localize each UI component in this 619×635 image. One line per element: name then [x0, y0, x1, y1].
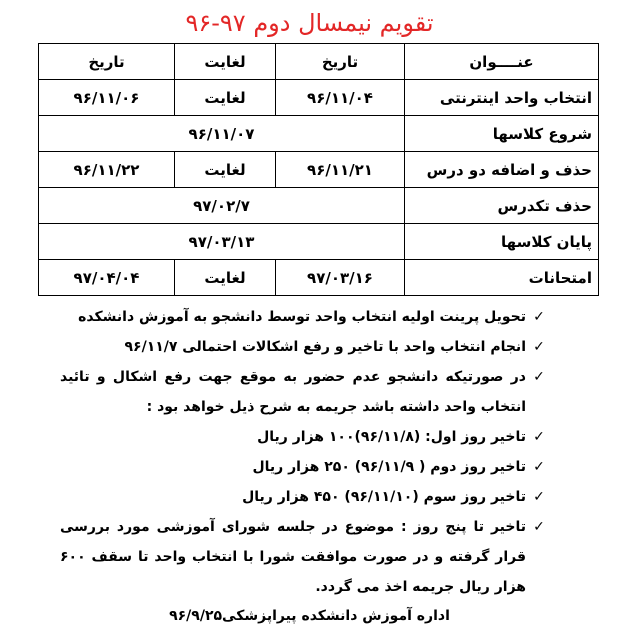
note-text: تاخیر روز دوم ( ۹۶/۱۱/۹) ۲۵۰ هزار ریال: [252, 459, 526, 475]
list-item: [60, 452, 548, 482]
calendar-table: [38, 43, 599, 296]
row-date-single: ۹۷/۰۳/۱۳: [39, 224, 405, 260]
header-deadline: لغایت: [175, 44, 276, 80]
row-date-start: ۹۶/۱۱/۲۱: [276, 152, 405, 188]
check-icon: ✓: [533, 429, 545, 445]
header-title: عنــــوان: [405, 44, 599, 80]
list-item: [60, 422, 548, 452]
table-row: [39, 152, 599, 188]
note-text: تاخیر روز سوم (۹۶/۱۱/۱۰) ۴۵۰ هزار ریال: [242, 489, 526, 505]
row-date-end: ۹۷/۰۴/۰۴: [39, 260, 175, 296]
check-icon: ✓: [533, 459, 545, 475]
row-deadline: لغایت: [175, 80, 276, 116]
table-row: [39, 188, 599, 224]
list-item: [60, 302, 548, 332]
list-item: [60, 512, 548, 602]
list-item: [60, 362, 548, 422]
row-title: شروع کلاسها: [405, 116, 599, 152]
row-date-start: ۹۷/۰۳/۱۶: [276, 260, 405, 296]
notes-list: [60, 302, 548, 602]
row-title: حذف و اضافه دو درس: [405, 152, 599, 188]
check-icon: ✓: [533, 369, 545, 385]
row-title: امتحانات: [405, 260, 599, 296]
table-row: [39, 80, 599, 116]
footer-signature: اداره آموزش دانشکده پیراپزشکی۹۶/۹/۲۵: [169, 608, 450, 624]
table-row: [39, 260, 599, 296]
list-item: [60, 332, 548, 362]
table-row: [39, 116, 599, 152]
row-title: حذف تکدرس: [405, 188, 599, 224]
row-title: انتخاب واحد اینترنتی: [405, 80, 599, 116]
header-date-end: تاریخ: [39, 44, 175, 80]
row-date-end: ۹۶/۱۱/۰۶: [39, 80, 175, 116]
note-text: انجام انتخاب واحد با تاخیر و رفع اشکالات احتمالی ۹۶/۱۱/۷: [124, 339, 526, 355]
row-deadline: لغایت: [175, 152, 276, 188]
table-row: [39, 224, 599, 260]
check-icon: ✓: [533, 309, 545, 325]
list-item: [60, 482, 548, 512]
page-title: تقویم نیمسال دوم ۹۷-۹۶: [185, 9, 434, 37]
row-date-single: ۹۶/۱۱/۰۷: [39, 116, 405, 152]
row-date-start: ۹۶/۱۱/۰۴: [276, 80, 405, 116]
row-date-end: ۹۶/۱۱/۲۲: [39, 152, 175, 188]
note-text: تحویل پرینت اولیه انتخاب واحد توسط دانشجو به آموزش دانشکده: [78, 309, 526, 325]
header-date: تاریخ: [276, 44, 405, 80]
note-text: تاخیر تا پنج روز : موضوع در جلسه شورای آموزشی مورد بررسی قرار گرفته و در صورت موافقت شورا با انتخاب واحد تا سقف ۶۰۰ هزار ریال جریمه اخذ می گردد.: [60, 519, 526, 595]
check-icon: ✓: [533, 519, 545, 535]
note-text: در صورتیکه دانشجو عدم حضور به موقع جهت رفع اشکال و تائید انتخاب واحد داشته باشد جریمه به شرح ذیل خواهد بود :: [60, 369, 526, 415]
note-text: تاخیر روز اول: (۹۶/۱۱/۸)۱۰۰ هزار ریال: [257, 429, 526, 445]
table-header-row: [39, 44, 599, 80]
check-icon: ✓: [533, 489, 545, 505]
row-date-single: ۹۷/۰۲/۷: [39, 188, 405, 224]
row-title: پایان کلاسها: [405, 224, 599, 260]
row-deadline: لغایت: [175, 260, 276, 296]
check-icon: ✓: [533, 339, 545, 355]
